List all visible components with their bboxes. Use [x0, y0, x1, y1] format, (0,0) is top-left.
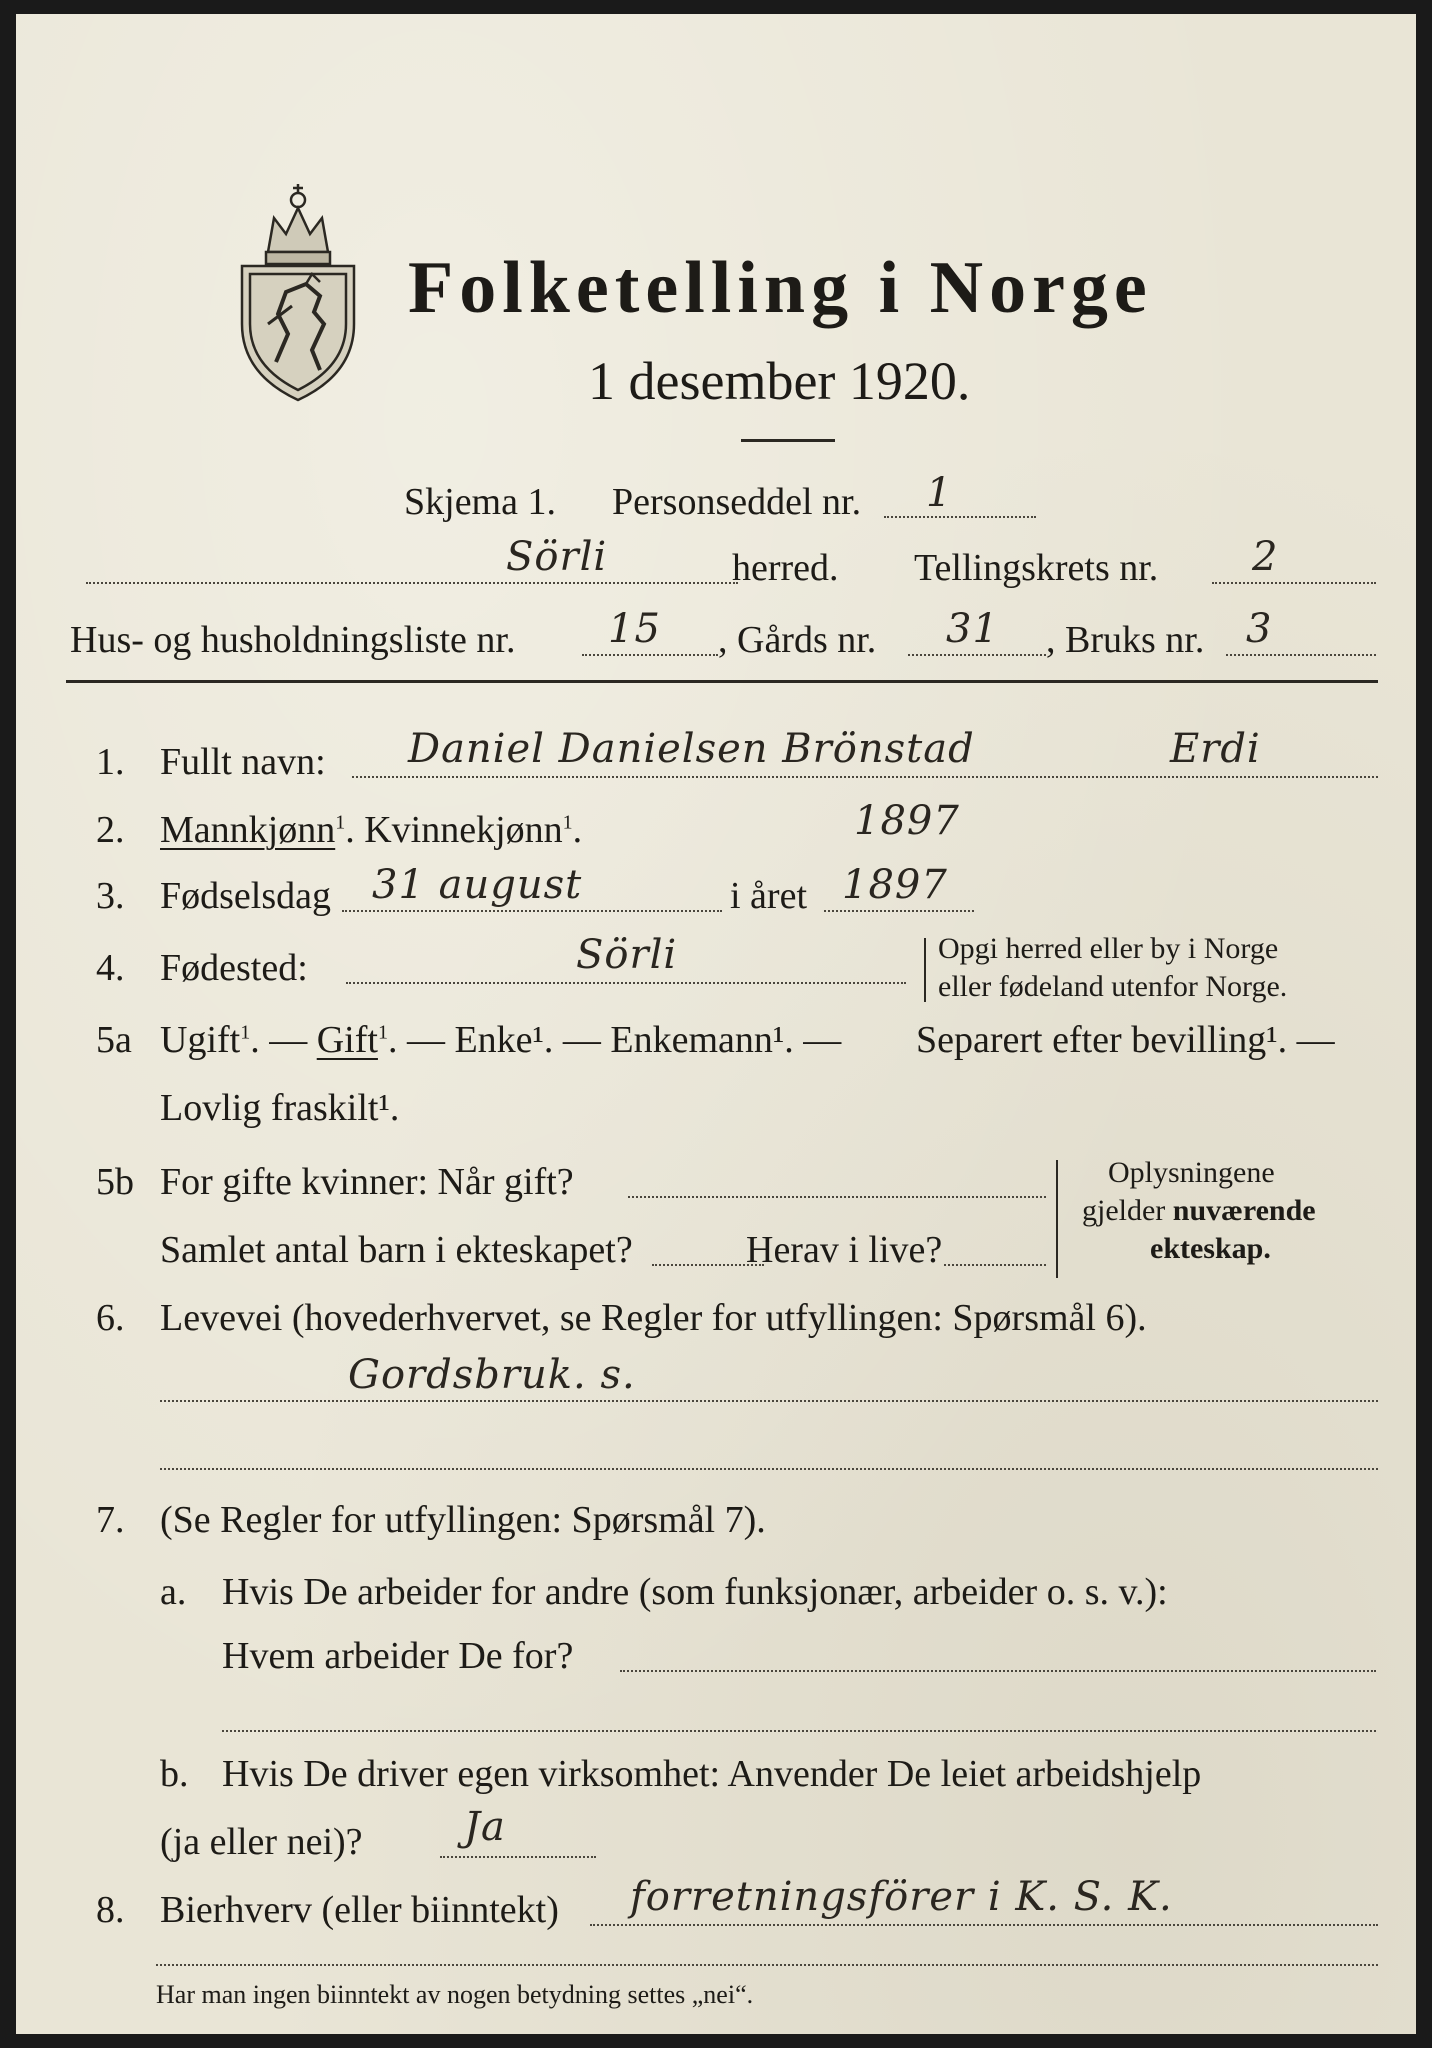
q6-number: 6. — [96, 1297, 125, 1339]
q6-line2 — [160, 1468, 1378, 1470]
q1-label: Fullt navn: — [160, 741, 326, 783]
personseddel-line — [884, 516, 1036, 518]
q8-line — [590, 1924, 1378, 1926]
q7a-label: Hvis De arbeider for andre (som funksjonær, arbeider o. s. v.): — [222, 1571, 1168, 1613]
title-divider — [741, 439, 835, 442]
q7b-label: Hvis De driver egen virksomhet: Anvender De leiet arbeidshjelp — [222, 1753, 1202, 1795]
q2-note-value: 1897 — [854, 798, 960, 844]
q5b-note-line1: Oplysningene — [1108, 1156, 1275, 1189]
q5a-ugift: Ugift — [160, 1019, 241, 1061]
gards-line — [908, 654, 1046, 656]
q4-value: Sörli — [576, 932, 678, 978]
q4-number: 4. — [96, 947, 125, 989]
q2-number: 2. — [96, 809, 125, 851]
q2-female-sup: 1 — [562, 811, 573, 834]
q7-label: (Se Regler for utfyllingen: Spørsmål 7). — [160, 1499, 766, 1541]
tellingskrets-label: Tellingskrets nr. — [914, 547, 1159, 589]
personseddel-value: 1 — [926, 470, 953, 516]
q8-number: 8. — [96, 1889, 125, 1931]
footer-note: Har man ingen biinntekt av nogen betydning settes „nei“. — [156, 1980, 754, 2009]
q5a-rest: . — Enke¹. — Enkemann¹. — — [387, 1019, 842, 1061]
q7b-label2: (ja eller nei)? — [160, 1821, 363, 1863]
q5b-note-nuvaerende: nuværende — [1172, 1194, 1316, 1227]
q3-value: 31 august — [372, 862, 583, 908]
q5b-note-line3: ekteskap. — [1150, 1232, 1271, 1265]
hus-value: 15 — [608, 606, 661, 652]
q7b-value: Ja — [464, 1804, 506, 1850]
q7a-line2 — [222, 1730, 1376, 1732]
q3-number: 3. — [96, 875, 125, 917]
q5a-options: Ugift$^1$. — Gift$^1$. — Enke¹. — Enkemann¹. — — [160, 1019, 842, 1061]
footer-line — [156, 1964, 1378, 1966]
q3-label: Fødselsdag — [160, 875, 331, 917]
q6-label: Levevei (hovederhvervet, se Regler for utfyllingen: Spørsmål 6). — [160, 1297, 1147, 1339]
q3-year-line — [824, 910, 974, 912]
q5b-note-line2 — [1082, 1194, 1316, 1228]
q7b-line — [440, 1856, 596, 1858]
q5b-gift-line — [628, 1196, 1046, 1198]
q3-year-label: i året — [730, 875, 808, 917]
q2-male-sup: 1 — [335, 811, 346, 834]
tellingskrets-line — [1212, 582, 1376, 584]
census-form-sheet — [16, 14, 1416, 2034]
q5a-number: 5a — [96, 1019, 132, 1061]
skjema-label: Skjema 1. — [404, 481, 556, 523]
q6-value: Gordsbruk. s. — [348, 1352, 636, 1398]
q5a-gift: Gift — [316, 1019, 378, 1061]
q2-female-option: . Kvinnekjønn — [345, 809, 563, 851]
bruks-value: 3 — [1246, 606, 1273, 652]
header-rule — [66, 680, 1378, 683]
herred-line — [86, 582, 738, 584]
tellingskrets-value: 2 — [1252, 534, 1279, 580]
q4-label: Fødested: — [160, 947, 308, 989]
q1-line — [352, 776, 1378, 778]
hus-line — [582, 654, 718, 656]
q2-options — [160, 808, 582, 852]
q7b-letter: b. — [160, 1753, 189, 1795]
q7a-letter: a. — [160, 1571, 187, 1613]
q5b-label-live: Herav i live? — [746, 1229, 943, 1271]
q2-end: . — [572, 809, 583, 851]
q3-year-value: 1897 — [842, 862, 948, 908]
q5b-note-brace — [1056, 1160, 1058, 1278]
q8-label: Bierhverv (eller biinntekt) — [160, 1889, 559, 1931]
q5b-label-gift: For gifte kvinner: Når gift? — [160, 1161, 574, 1203]
q7a-line1 — [620, 1670, 1376, 1672]
q4-note-line1: Opgi herred eller by i Norge — [938, 932, 1279, 965]
form-title: Folketelling i Norge — [408, 247, 1153, 329]
q5b-note-gjelder: gjelder — [1082, 1194, 1173, 1227]
gards-value: 31 — [946, 606, 999, 652]
q5a-separert: Separert efter bevilling¹. — — [916, 1019, 1335, 1061]
q6-line1 — [160, 1400, 1378, 1402]
herred-label: herred. — [732, 547, 839, 589]
q5b-number: 5b — [96, 1161, 134, 1203]
bruks-line — [1226, 654, 1376, 656]
q5b-live-line — [944, 1264, 1046, 1266]
q5a-dash: . — — [250, 1019, 317, 1061]
q4-note-brace — [924, 938, 926, 1002]
q3-line — [342, 910, 722, 912]
q5a-fraskilt: Lovlig fraskilt¹. — [160, 1087, 400, 1129]
q7a-label2: Hvem arbeider De for? — [222, 1635, 574, 1677]
q5b-label-barn: Samlet antal barn i ekteskapet? — [160, 1229, 633, 1271]
q1-value: Daniel Danielsen Brönstad — [408, 726, 975, 772]
q8-value: forretningsförer i K. S. K. — [630, 1874, 1173, 1920]
q4-line — [346, 982, 906, 984]
herred-value: Sörli — [506, 534, 608, 580]
personseddel-label: Personseddel nr. — [612, 481, 862, 523]
bruks-label: , Bruks nr. — [1046, 619, 1205, 661]
coat-of-arms-icon — [228, 174, 368, 404]
hus-label: Hus- og husholdningsliste nr. — [70, 619, 516, 661]
q4-note-line2: eller fødeland utenfor Norge. — [938, 970, 1288, 1003]
q1-number: 1. — [96, 741, 125, 783]
q2-male-option: Mannkjønn — [160, 809, 336, 851]
q7-number: 7. — [96, 1499, 125, 1541]
gards-label: , Gårds nr. — [718, 619, 877, 661]
q1-extra-value: Erdi — [1170, 726, 1261, 772]
census-date: 1 desember 1920. — [588, 351, 971, 411]
